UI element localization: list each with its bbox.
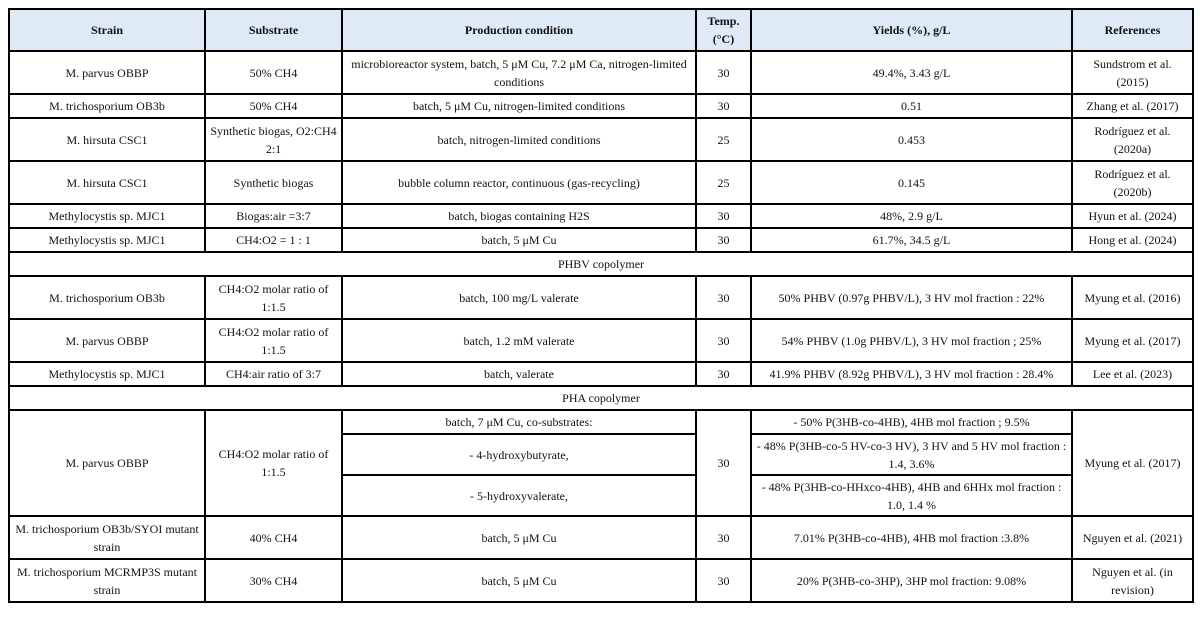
table-row	[9, 228, 1193, 252]
cell-yield: - 48% P(3HB-co-HHxco-4HB), 4HB and 6HHx mol fraction : 1.0, 1.4 %	[751, 475, 1072, 516]
cell-condition: bubble column reactor, continuous (gas-recycling)	[342, 161, 696, 204]
cell-condition: batch, 5 μM Cu, nitrogen-limited conditions	[342, 94, 696, 118]
cell-temp: 30	[696, 204, 751, 228]
cell-reference: Hyun et al. (2024)	[1072, 204, 1193, 228]
cell-condition: microbioreactor system, batch, 5 μM Cu, 7.2 μM Ca, nitrogen-limited conditions	[342, 51, 696, 94]
cell-strain: M. parvus OBBP	[9, 319, 205, 362]
table-row	[9, 559, 1193, 602]
cell-substrate: 30% CH4	[205, 559, 342, 602]
section-title-pha: PHA copolymer	[9, 386, 1193, 410]
cell-temp: 25	[696, 161, 751, 204]
cell-strain: M. parvus OBBP	[9, 51, 205, 94]
cell-condition: - 4-hydroxybutyrate,	[342, 434, 696, 475]
cell-yield: - 48% P(3HB-co-5 HV-co-3 HV), 3 HV and 5 HV mol fraction : 1.4, 3.6%	[751, 434, 1072, 475]
cell-temp: 30	[696, 516, 751, 559]
section-title-phbv: PHBV copolymer	[9, 252, 1193, 276]
header-substrate: Substrate	[205, 9, 342, 51]
cell-substrate: CH4:O2 = 1 : 1	[205, 228, 342, 252]
cell-substrate: Synthetic biogas	[205, 161, 342, 204]
cell-yield: 54% PHBV (1.0g PHBV/L), 3 HV mol fraction ; 25%	[751, 319, 1072, 362]
cell-strain: M. hirsuta CSC1	[9, 161, 205, 204]
table-row	[9, 319, 1193, 362]
cell-temp: 30	[696, 319, 751, 362]
cell-strain: Methylocystis sp. MJC1	[9, 228, 205, 252]
cell-reference: Myung et al. (2016)	[1072, 276, 1193, 319]
cell-yield: 61.7%, 34.5 g/L	[751, 228, 1072, 252]
cell-temp: 30	[696, 559, 751, 602]
table-row	[9, 94, 1193, 118]
cell-temp: 30	[696, 362, 751, 386]
cell-strain: M. trichosporium OB3b	[9, 276, 205, 319]
cell-temp: 30	[696, 410, 751, 516]
cell-temp: 30	[696, 94, 751, 118]
cell-condition: - 5-hydroxyvalerate,	[342, 475, 696, 516]
cell-yield: - 50% P(3HB-co-4HB), 4HB mol fraction ; 9.5%	[751, 410, 1072, 434]
cell-reference: Myung et al. (2017)	[1072, 410, 1193, 516]
cell-condition: batch, 7 μM Cu, co-substrates:	[342, 410, 696, 434]
cell-reference: Myung et al. (2017)	[1072, 319, 1193, 362]
cell-strain: M. trichosporium MCRMP3S mutant strain	[9, 559, 205, 602]
cell-reference: Nguyen et al. (2021)	[1072, 516, 1193, 559]
cell-temp: 30	[696, 228, 751, 252]
table-row	[9, 51, 1193, 94]
cell-substrate: Synthetic biogas, O2:CH4 2:1	[205, 118, 342, 161]
cell-condition: batch, nitrogen-limited conditions	[342, 118, 696, 161]
table-row	[9, 410, 1193, 434]
cell-condition: batch, 5 μM Cu	[342, 559, 696, 602]
cell-condition: batch, 100 mg/L valerate	[342, 276, 696, 319]
cell-substrate: Biogas:air =3:7	[205, 204, 342, 228]
cell-substrate: 50% CH4	[205, 94, 342, 118]
cell-yield: 7.01% P(3HB-co-4HB), 4HB mol fraction :3.8%	[751, 516, 1072, 559]
cell-substrate: 50% CH4	[205, 51, 342, 94]
cell-reference: Lee et al. (2023)	[1072, 362, 1193, 386]
header-row	[9, 9, 1193, 51]
table-row	[9, 118, 1193, 161]
cell-temp: 30	[696, 51, 751, 94]
cell-reference: Nguyen et al. (in revision)	[1072, 559, 1193, 602]
cell-substrate: CH4:O2 molar ratio of 1:1.5	[205, 276, 342, 319]
table-row	[9, 161, 1193, 204]
cell-yield: 49.4%, 3.43 g/L	[751, 51, 1072, 94]
cell-strain: Methylocystis sp. MJC1	[9, 204, 205, 228]
cell-yield: 41.9% PHBV (8.92g PHBV/L), 3 HV mol fraction : 28.4%	[751, 362, 1072, 386]
cell-strain: M. trichosporium OB3b/SYOI mutant strain	[9, 516, 205, 559]
cell-condition: batch, 5 μM Cu	[342, 228, 696, 252]
cell-temp: 25	[696, 118, 751, 161]
cell-substrate: 40% CH4	[205, 516, 342, 559]
header-temp: Temp. (°C)	[696, 9, 751, 51]
header-production-condition: Production condition	[342, 9, 696, 51]
cell-reference: Rodríguez et al. (2020a)	[1072, 118, 1193, 161]
section-row-pha	[9, 386, 1193, 410]
cell-reference: Sundstrom et al. (2015)	[1072, 51, 1193, 94]
cell-substrate: CH4:air ratio of 3:7	[205, 362, 342, 386]
cell-yield: 20% P(3HB-co-3HP), 3HP mol fraction: 9.08%	[751, 559, 1072, 602]
cell-yield: 48%, 2.9 g/L	[751, 204, 1072, 228]
cell-yield: 0.453	[751, 118, 1072, 161]
cell-substrate: CH4:O2 molar ratio of 1:1.5	[205, 410, 342, 516]
cell-condition: batch, valerate	[342, 362, 696, 386]
table-row	[9, 204, 1193, 228]
cell-condition: batch, 5 μM Cu	[342, 516, 696, 559]
cell-strain: M. trichosporium OB3b	[9, 94, 205, 118]
cell-strain: M. hirsuta CSC1	[9, 118, 205, 161]
cell-reference: Hong et al. (2024)	[1072, 228, 1193, 252]
cell-temp: 30	[696, 276, 751, 319]
section-row-phbv	[9, 252, 1193, 276]
cell-reference: Zhang et al. (2017)	[1072, 94, 1193, 118]
cell-strain: M. parvus OBBP	[9, 410, 205, 516]
cell-condition: batch, 1.2 mM valerate	[342, 319, 696, 362]
table-row	[9, 362, 1193, 386]
header-strain: Strain	[9, 9, 205, 51]
header-yields: Yields (%), g/L	[751, 9, 1072, 51]
pha-production-table	[8, 8, 1194, 603]
table-row	[9, 276, 1193, 319]
cell-yield: 0.51	[751, 94, 1072, 118]
cell-condition: batch, biogas containing H2S	[342, 204, 696, 228]
cell-reference: Rodríguez et al. (2020b)	[1072, 161, 1193, 204]
cell-yield: 0.145	[751, 161, 1072, 204]
table-row	[9, 516, 1193, 559]
cell-substrate: CH4:O2 molar ratio of 1:1.5	[205, 319, 342, 362]
cell-strain: Methylocystis sp. MJC1	[9, 362, 205, 386]
cell-yield: 50% PHBV (0.97g PHBV/L), 3 HV mol fraction : 22%	[751, 276, 1072, 319]
header-references: References	[1072, 9, 1193, 51]
